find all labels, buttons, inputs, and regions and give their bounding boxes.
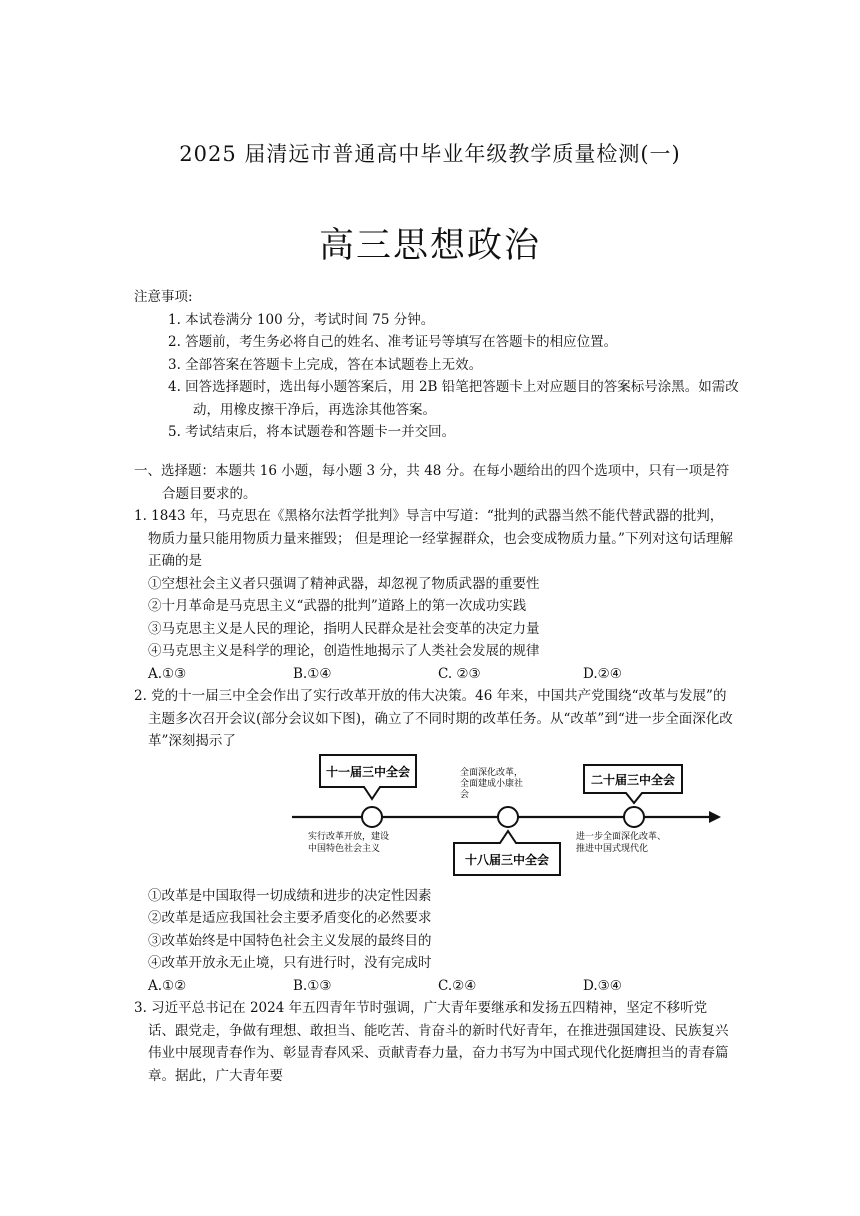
question-text: 2. 党的十一届三中全会作出了实行改革开放的伟大决策。46 年来，中国共产党围绕“改革与发展”的主题多次召开会议(部分会议如下图)，确立了不同时期的改革任务。从“改革”到“进一步全面深化改革”深刻揭示了 bbox=[134, 688, 733, 749]
note-item: 4. 回答选择题时，选出每小题答案后，用 2B 铅笔把答题卡上对应题目的答案标号涂黑。如需改动，用橡皮擦干净后，再选涂其他答案。 bbox=[168, 379, 739, 418]
timeline-desc-3a: 进一步全面深化改革、 bbox=[576, 831, 667, 842]
timeline-node-2 bbox=[498, 807, 518, 827]
option-statement: ①空想社会主义者只强调了精神武器，却忽视了物质武器的重要性 bbox=[148, 575, 540, 592]
choice-b: B.①③ bbox=[293, 977, 332, 994]
callout-label-1: 十一届三中全会 bbox=[325, 764, 411, 779]
choice-b: B.①④ bbox=[293, 665, 332, 682]
notes-list bbox=[134, 309, 744, 444]
timeline-desc-2b: 全面建成小康社 bbox=[460, 778, 524, 789]
timeline-desc-1a: 实行改革开放，建设 bbox=[308, 831, 390, 842]
timeline-arrowhead bbox=[709, 811, 721, 823]
answer-choices bbox=[134, 663, 734, 686]
exam-subtitle: 2025 届清远市普通高中毕业年级教学质量检测(一) bbox=[179, 142, 681, 166]
choice-a: A.①③ bbox=[148, 665, 187, 682]
timeline-desc-2c: 会 bbox=[460, 789, 470, 800]
option-statement: ④马克思主义是科学的理论，创造性地揭示了人类社会发展的规律 bbox=[148, 643, 540, 659]
exam-title: 高三思想政治 bbox=[318, 226, 541, 266]
choice-c: C.②④ bbox=[438, 977, 477, 994]
question-text: 3. 习近平总书记在 2024 年五四青年节时强调，广大青年要继承和发扬五四精神，坚定不移听党话、跟党走，争做有理想、敢担当、能吃苦、肯奋斗的新时代好青年，在推进强国建设、民族复兴伟业中展现青春作为、彰显青春风采、贡献青春力量，奋力书写为中国式现代化挺膺担当的青春篇章。据此，广大青年要 bbox=[134, 1000, 729, 1084]
answer-choices bbox=[134, 975, 734, 998]
note-item: 5. 考试结束后，将本试题卷和答题卡一并交回。 bbox=[168, 424, 456, 440]
timeline-svg bbox=[284, 753, 724, 885]
question-text: 1. 1843 年，马克思在《黑格尔法哲学批判》导言中写道：“批判的武器当然不能代替武器的批判，物质力量只能用物质力量来摧毁； 但是理论一经掌握群众，也会变成物质力量。”下列对这句话理解正确的是 bbox=[134, 508, 733, 569]
option-statement: ①改革是中国取得一切成绩和进步的决定性因素 bbox=[148, 887, 432, 904]
choice-c: C. ②③ bbox=[438, 665, 481, 682]
question-1 bbox=[134, 505, 734, 685]
question-2 bbox=[134, 685, 734, 997]
choice-section bbox=[134, 460, 734, 1087]
option-statement: ④改革开放永无止境，只有进行时，没有完成时 bbox=[148, 955, 432, 971]
section-heading: 一、选择题：本题共 16 小题，每小题 3 分，共 48 分。在每小题给出的四个选项中，只有一项是符合题目要求的。 bbox=[134, 463, 730, 502]
timeline-desc-1b: 中国特色社会主义 bbox=[308, 843, 381, 854]
choice-d: D.②④ bbox=[583, 665, 622, 682]
timeline-desc-3b: 推进中国式现代化 bbox=[576, 843, 649, 854]
option-statement: ③改革始终是中国特色社会主义发展的最终目的 bbox=[148, 932, 432, 949]
note-item: 1. 本试卷满分 100 分，考试时间 75 分钟。 bbox=[168, 311, 435, 328]
reform-timeline-diagram bbox=[284, 753, 724, 885]
choice-d: D.③④ bbox=[583, 977, 622, 994]
option-statement: ②十月革命是马克思主义“武器的批判”道路上的第一次成功实践 bbox=[148, 598, 527, 614]
option-statement: ②改革是适应我国社会主要矛盾变化的必然要求 bbox=[148, 910, 432, 926]
callout-label-3: 二十届三中全会 bbox=[590, 772, 676, 787]
callout-label-2: 十八届三中全会 bbox=[464, 852, 550, 867]
notes-heading: 注意事项: bbox=[134, 289, 193, 305]
timeline-desc-2a: 全面深化改革， bbox=[460, 767, 524, 778]
note-item: 3. 全部答案在答题卡上完成，答在本试题卷上无效。 bbox=[168, 356, 483, 373]
choice-a: A.①② bbox=[148, 977, 187, 994]
question-3 bbox=[134, 997, 734, 1087]
note-item: 2. 答题前，考生务必将自己的姓名、准考证号等填写在答题卡的相应位置。 bbox=[168, 334, 618, 350]
timeline-node-1 bbox=[362, 807, 382, 827]
timeline-node-3 bbox=[624, 807, 644, 827]
option-statement: ③马克思主义是人民的理论，指明人民群众是社会变革的决定力量 bbox=[148, 620, 540, 637]
notes-block bbox=[134, 286, 744, 444]
